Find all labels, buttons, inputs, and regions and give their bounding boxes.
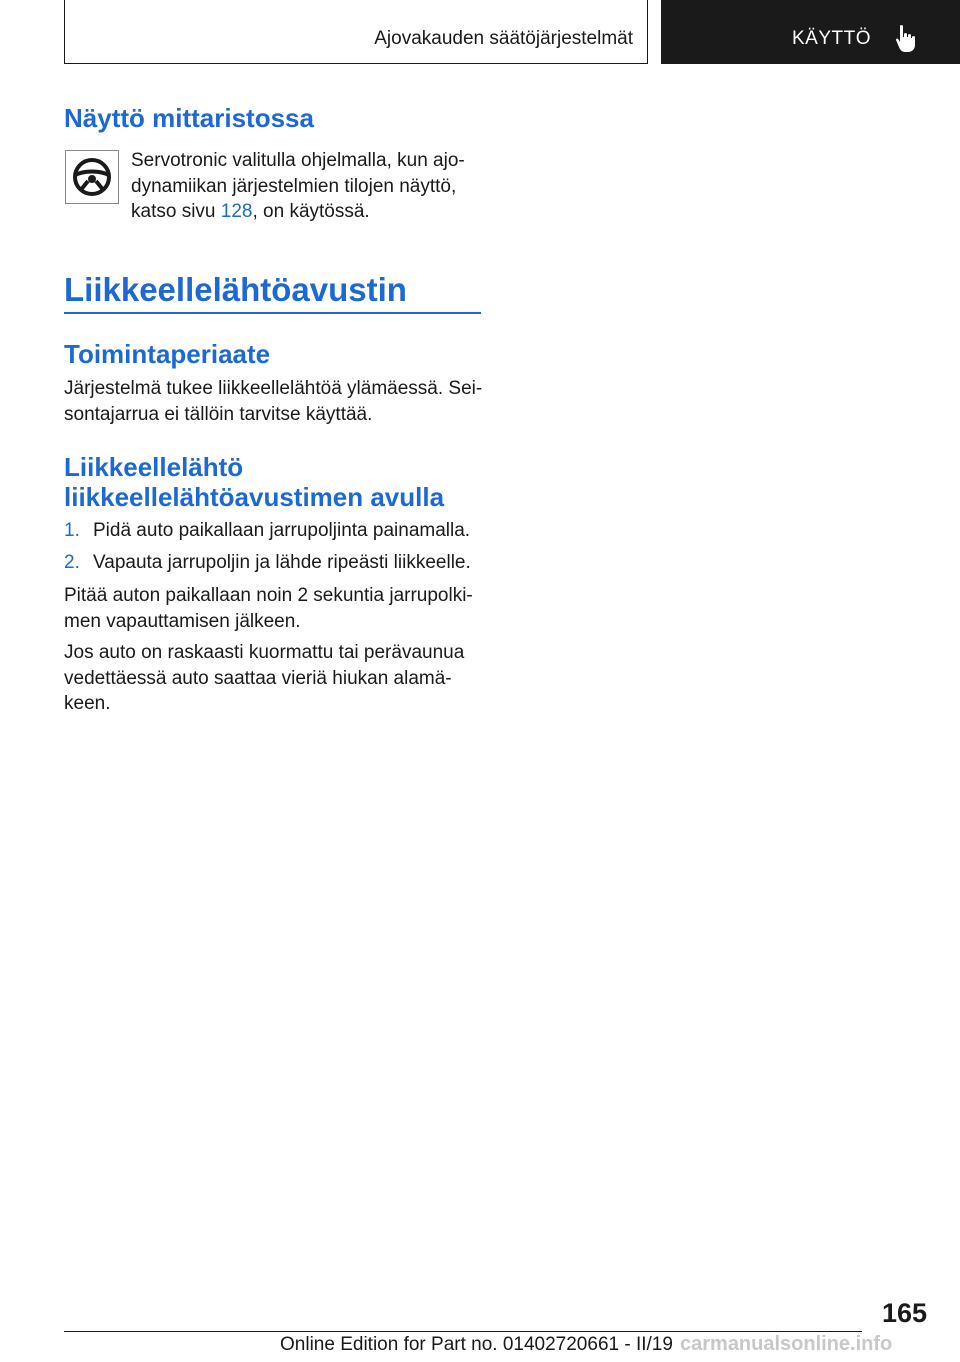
load-paragraph: Jos auto on raskaasti kuormattu tai perävaunua vedettäessä auto saattaa vieriä hiukan alamä- keen. [64, 642, 465, 714]
edition-text: Online Edition for Part no. 01402720661 - II/19 [280, 1334, 673, 1355]
hold-paragraph: Pitää auton paikallaan noin 2 sekuntia jarrupolki- men vapauttamisen jälkeen. [64, 585, 473, 632]
main-section-title: Liikkeellelähtöavustin [64, 271, 407, 308]
step-number: 1. [64, 520, 80, 541]
display-heading: Näyttö mittaristossa [64, 103, 314, 133]
step-text: Vapauta jarrupoljin ja lähde ripeästi liikkeelle. [93, 552, 471, 573]
steering-wheel-icon-box [65, 150, 119, 204]
pointing-hand-icon [895, 24, 919, 59]
watermark: carmanualsonline.info [680, 1333, 893, 1355]
header-chapter-box [661, 0, 960, 64]
page-number: 165 [881, 1298, 927, 1328]
display-text: Servotronic valitulla ohjelmalla, kun ajo- dynamiikan järjestelmien tilojen näyttö, katso sivu 128, on käytössä. [131, 150, 465, 222]
step-number: 2. [64, 552, 80, 573]
step-text: Pidä auto paikallaan jarrupoljinta painamalla. [93, 520, 471, 541]
section-title-rule [64, 312, 481, 314]
chapter-name: KÄYTTÖ [792, 28, 872, 49]
principle-heading: Toimintaperiaate [64, 339, 271, 369]
start-heading: Liikkeellelähtö liikkeellelähtöavustimen avulla [64, 452, 445, 512]
steering-wheel-icon [71, 156, 113, 198]
footer-rule [64, 1331, 862, 1332]
page-link-128[interactable]: 128 [220, 201, 253, 222]
principle-text: Järjestelmä tukee liikkeellelähtöä ylämäessä. Sei- sontajarrua ei tällöin tarvitse käyttää. [64, 378, 483, 425]
section-name: Ajovakauden säätöjärjestelmät [374, 28, 633, 49]
header-section-box [64, 0, 648, 64]
